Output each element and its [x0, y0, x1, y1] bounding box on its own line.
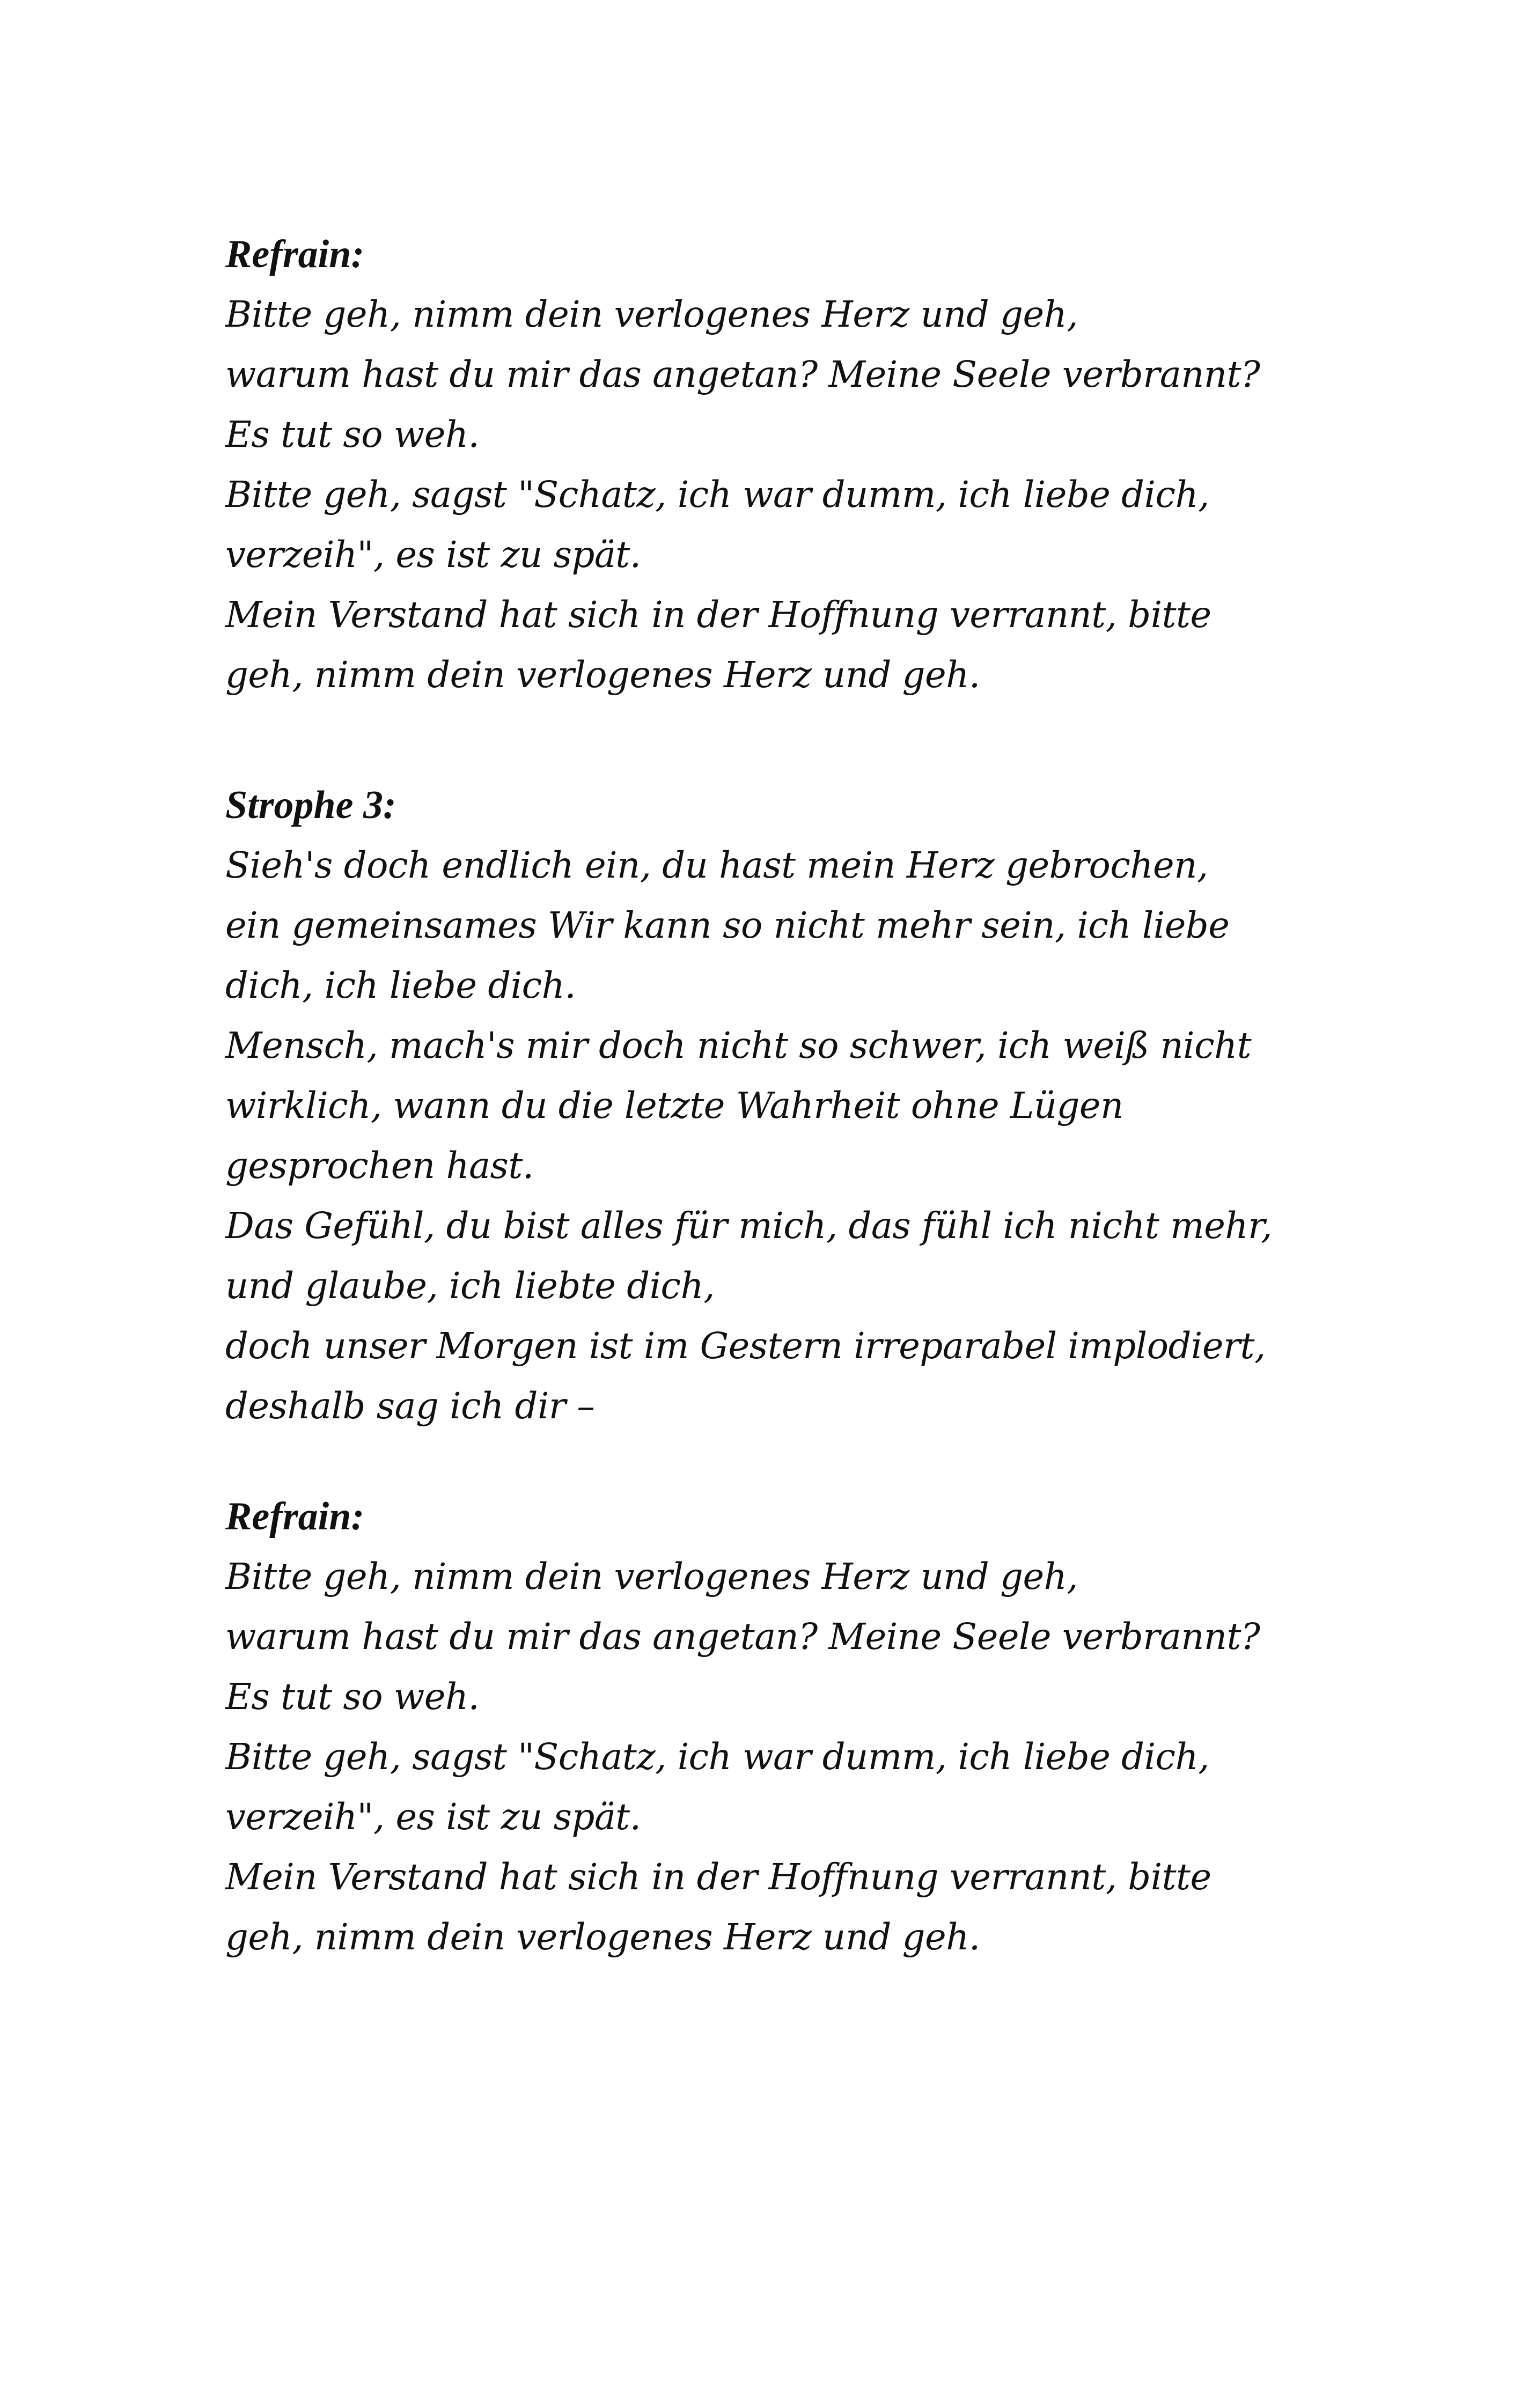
lyric-line: Bitte geh, sagst "Schatz, ich war dumm, ich liebe dich,: [225, 1736, 1209, 1778]
lyric-line: Es tut so weh.: [225, 1676, 480, 1718]
refrain-section: [225, 224, 1341, 705]
lyric-line: Bitte geh, nimm dein verlogenes Herz und geh,: [225, 1556, 1078, 1597]
lyric-line: warum hast du mir das angetan? Meine Seele verbrannt?: [225, 1616, 1260, 1658]
lyric-line: wirklich, wann du die letzte Wahrheit ohne Lügen: [225, 1085, 1123, 1126]
lyric-line: deshalb sag ich dir –: [225, 1385, 595, 1427]
lyric-line: ein gemeinsames Wir kann so nicht mehr sein, ich liebe: [225, 904, 1230, 946]
lyric-line: doch unser Morgen ist im Gestern irreparabel implodiert,: [225, 1325, 1266, 1367]
lyric-line: Bitte geh, sagst "Schatz, ich war dumm, ich liebe dich,: [225, 474, 1209, 516]
refrain-section: [225, 1486, 1341, 1967]
lyric-line: Mein Verstand hat sich in der Hoffnung verrannt, bitte: [225, 1856, 1211, 1898]
strophe-section: [225, 775, 1341, 1436]
lyric-line: Bitte geh, nimm dein verlogenes Herz und geh,: [225, 293, 1078, 335]
section-heading: Refrain:: [225, 1494, 364, 1538]
lyric-line: warum hast du mir das angetan? Meine Seele verbrannt?: [225, 354, 1260, 395]
lyric-line: dich, ich liebe dich.: [225, 964, 576, 1006]
lyric-line: Mein Verstand hat sich in der Hoffnung verrannt, bitte: [225, 594, 1211, 636]
section-heading: Strophe 3:: [225, 783, 396, 827]
lyric-line: geh, nimm dein verlogenes Herz und geh.: [225, 654, 980, 696]
lyric-line: verzeih", es ist zu spät.: [225, 1796, 641, 1838]
lyric-line: Mensch, mach's mir doch nicht so schwer, ich weiß nicht: [225, 1025, 1252, 1066]
lyric-line: Sieh's doch endlich ein, du hast mein Herz gebrochen,: [225, 844, 1208, 886]
section-heading: Refrain:: [225, 232, 364, 276]
lyric-line: Das Gefühl, du bist alles für mich, das fühl ich nicht mehr,: [225, 1205, 1273, 1247]
lyric-line: Es tut so weh.: [225, 414, 480, 455]
lyric-line: und glaube, ich liebte dich,: [225, 1265, 715, 1307]
lyric-line: gesprochen hast.: [225, 1145, 534, 1187]
lyric-line: geh, nimm dein verlogenes Herz und geh.: [225, 1916, 980, 1958]
lyric-line: verzeih", es ist zu spät.: [225, 534, 641, 576]
